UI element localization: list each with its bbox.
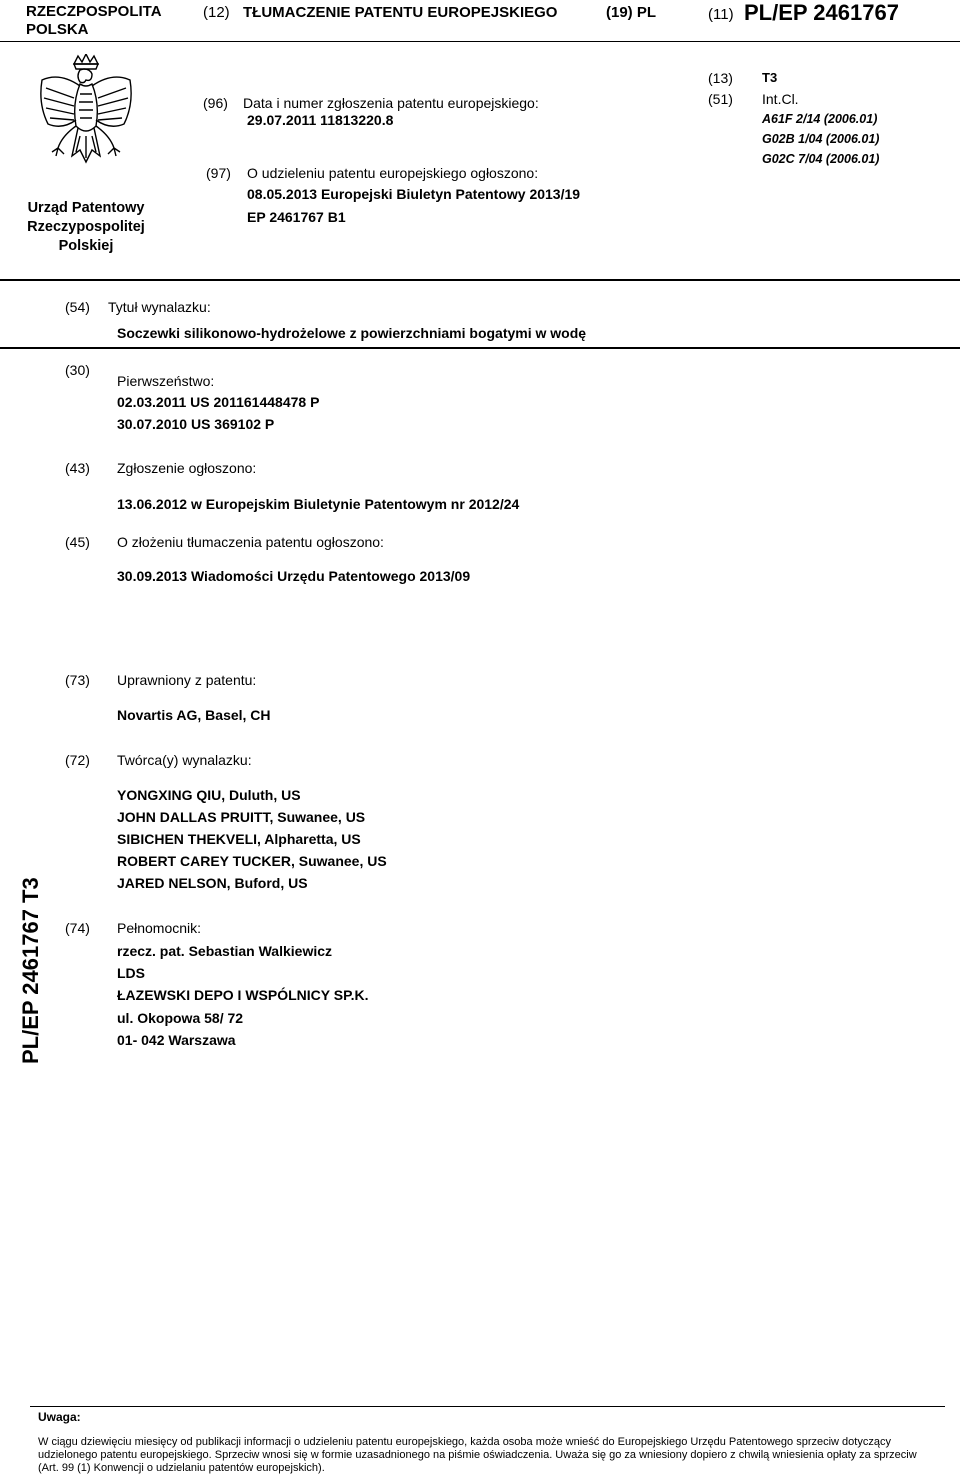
grant-publication: EP 2461767 B1 [247,209,346,225]
inventors-label: Twórca(y) wynalazku: [117,752,252,768]
intcl-3: G02C 7/04 (2006.01) [762,152,880,166]
code-96: (96) [203,95,228,111]
kind-code: T3 [762,70,778,85]
note-label: Uwaga: [38,1410,81,1424]
patent-number: PL/EP 2461767 [744,0,899,25]
attorney-line-4: ul. Okopowa 58/ 72 [117,1010,244,1026]
title-label: Tytuł wynalazku: [108,299,211,315]
attorney-line-1: rzecz. pat. Sebastian Walkiewicz [117,943,333,959]
filing-value: 29.07.2011 11813220.8 [247,112,394,128]
code-97: (97) [206,165,231,181]
grant-value: 08.05.2013 Europejski Biuletyn Patentowy 2013/19 [247,186,581,202]
filing-label: Data i numer zgłoszenia patentu europejskiego: [243,95,539,111]
priority-label: Pierwszeństwo: [117,373,215,389]
priority-2: 30.07.2010 US 369102 P [117,416,275,432]
title-value: Soczewki silikonowo-hydrożelowe z powierzchniami bogatymi w wodę [117,325,587,341]
inventor-5: JARED NELSON, Buford, US [117,875,308,891]
polish-eagle-emblem [36,54,136,186]
code-72: (72) [65,752,90,768]
published-value: 13.06.2012 w Europejskim Biuletynie Patentowym nr 2012/24 [117,496,520,512]
translation-label: O złożeniu tłumaczenia patentu ogłoszono: [117,534,384,550]
intcl-label: Int.Cl. [762,91,799,107]
section-divider-2 [0,347,960,349]
intcl-2: G02B 1/04 (2006.01) [762,132,880,146]
attorney-line-5: 01- 042 Warszawa [117,1032,236,1048]
office-name: Urząd Patentowy Rzeczypospolitej Polskiej [27,200,145,254]
attorney-label: Pełnomocnik: [117,920,202,936]
code-51: (51) [708,91,733,107]
code-13: (13) [708,70,733,86]
attorney-line-2: LDS [117,965,145,981]
note-text: W ciągu dziewięciu miesięcy od publikacji informacji o udzieleniu patentu europejskiego, każda osoba może wnieść do Europejskiego Urzędu Patentowego sprzeciw dotyczący udzielonego patentu europejskiego. Sprzeciw wnosi się w formie uzasadnionego na piśmie oświadczenia. Uważa się go za wniesiony dopiero z chwilą wniesienia opłaty za sprzeciw (Art. 99 (1) Konwencji o udzielaniu patentów europejskich). [38,1436,917,1474]
inventor-4: ROBERT CAREY TUCKER, Suwanee, US [117,853,387,869]
published-label: Zgłoszenie ogłoszono: [117,460,257,476]
code-11: (11) [708,6,734,23]
translation-value: 30.09.2013 Wiadomości Urzędu Patentowego 2013/09 [117,568,471,584]
code-12: (12) [203,4,230,21]
code-30: (30) [65,362,90,378]
grant-label: O udzieleniu patentu europejskiego ogłoszono: [247,165,539,181]
code-54: (54) [65,299,90,315]
attorney-line-3: ŁAZEWSKI DEPO I WSPÓLNICY SP.K. [117,987,369,1003]
code-43: (43) [65,460,90,476]
code-73: (73) [65,672,90,688]
inventor-1: YONGXING QIU, Duluth, US [117,787,301,803]
intcl-1: A61F 2/14 (2006.01) [762,112,878,126]
header-divider [0,41,960,42]
inventor-2: JOHN DALLAS PRUITT, Suwanee, US [117,809,366,825]
document-type: TŁUMACZENIE PATENTU EUROPEJSKIEGO [243,4,558,21]
priority-1: 02.03.2011 US 201161448478 P [117,394,320,410]
code-19: (19) PL [606,4,657,21]
side-patent-label: PL/EP 2461767 T3 [18,877,43,1064]
owner-value: Novartis AG, Basel, CH [117,707,271,723]
code-74: (74) [65,920,90,936]
country-name: RZECZPOSPOLITA POLSKA [26,3,162,38]
section-divider-1 [0,279,960,281]
inventor-3: SIBICHEN THEKVELI, Alpharetta, US [117,831,361,847]
owner-label: Uprawniony z patentu: [117,672,257,688]
code-45: (45) [65,534,90,550]
